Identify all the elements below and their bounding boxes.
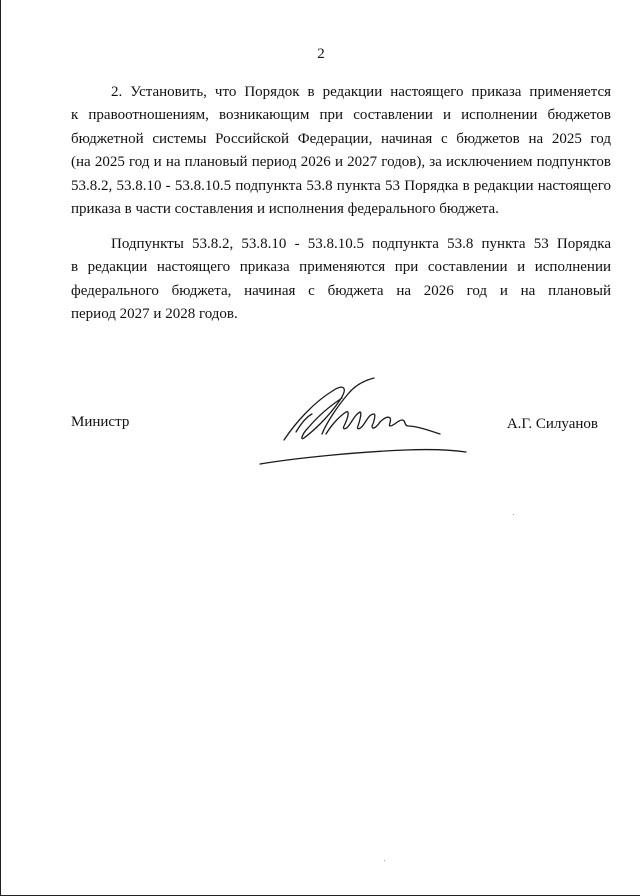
handwritten-signature [256, 372, 471, 472]
paragraph-line: в редакции настоящего приказа применяются при составлении и исполнении [71, 259, 611, 276]
paragraph-line: 2. Установить, что Порядок в редакции настоящего приказа применяется [111, 84, 611, 100]
scan-speck [513, 514, 514, 515]
paragraph-line: бюджетной системы Российской Федерации, начиная с бюджетов на 2025 год [71, 130, 611, 147]
scan-speck [384, 860, 385, 861]
paragraph-line: (на 2025 год и на плановый период 2026 и 2027 годов), за исключением подпунктов [71, 154, 611, 171]
paragraph-2 [71, 233, 611, 327]
paragraph-1 [71, 81, 611, 221]
page-number: 2 [317, 46, 325, 62]
paragraph-line: Подпункты 53.8.2, 53.8.10 - 53.8.10.5 подпункта 53.8 пункта 53 Порядка [111, 236, 611, 252]
signer-title: Министр [71, 414, 130, 430]
paragraph-line: приказа в части составления и исполнения федерального бюджета. [71, 201, 499, 218]
paragraph-line: период 2027 и 2028 годов. [71, 306, 238, 323]
paragraph-line: к правоотношениям, возникающим при составлении и исполнении бюджетов [71, 107, 611, 124]
paragraph-line: федерального бюджета, начиная с бюджета на 2026 год и на плановый [71, 282, 611, 299]
paragraph-line: 53.8.2, 53.8.10 - 53.8.10.5 подпункта 53.8 пункта 53 Порядка в редакции настоящего [71, 177, 611, 194]
signer-name: А.Г. Силуанов [506, 416, 598, 432]
